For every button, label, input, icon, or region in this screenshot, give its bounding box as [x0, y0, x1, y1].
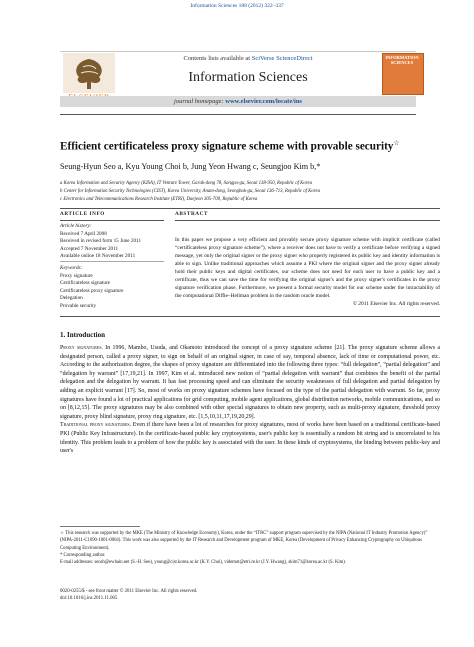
history-revised: Received in revised form 15 June 2011: [60, 238, 142, 244]
affiliation-b: b Center for Information Security Technologies (CIST), Korea University, Anam-dong, Seongbuk-gu, Seoul 136-713, Republic of Korea: [60, 189, 320, 194]
introduction-body: [60, 344, 440, 456]
email-footnote: E-mail addresses: seosh@ewhain.net (S.-H. Seo), young@cist.korea.ac.kr (K.Y. Choi), videmot@etri.re.kr (J.Y. Hwang), skim71@korea.ac.kr (S. Kim).: [60, 560, 347, 566]
affiliation-c: c Electronics and Telecommunications Research Institute (ETRI), Daejeon 305-700, Republic of Korea: [60, 197, 258, 202]
keyword: Provable security: [60, 302, 97, 309]
keyword: Delegation: [60, 295, 83, 301]
keywords-label: Keywords:: [60, 265, 83, 271]
keyword: Certificateless signature: [60, 280, 110, 286]
front-matter-ids: [60, 588, 260, 602]
article-history: [60, 223, 168, 261]
contents-line: [120, 55, 376, 62]
paragraph-1-lead: Proxy signatures.: [60, 345, 103, 351]
authors: Seung-Hyun Seo a, Kyu Young Choi b, Jung Yeon Hwang c, Seungjoo Kim b,*: [60, 162, 321, 171]
journal-title: Information Sciences: [188, 70, 308, 85]
abstract-end-rule: [60, 316, 440, 317]
funding-footnote: ☆ This research was supported by the MKE (The Ministry of Knowledge Economy), Korea, under the “ITRC” support program supervised by the NIPA (National IT Industry Promotion Agency)” (NIPA-2011-C1090-1001-0004). This work was also supported by the IT Research and Development program of MKE, Korea (Development of Privacy Enhancing Cryptography on Ubiquitous Computing Environment).: [60, 531, 428, 551]
history-online: Available online 18 November 2011: [60, 253, 136, 259]
abstract-rule: [175, 220, 440, 221]
footnotes: [60, 530, 440, 566]
doi-line[interactable]: doi:10.1016/j.ins.2011.11.005: [60, 596, 118, 602]
paragraph-1: [60, 344, 440, 421]
title-footnote-mark[interactable]: ☆: [393, 139, 400, 147]
keyword: Certificateless proxy signature: [60, 287, 124, 294]
paragraph-2-lead: Traditional proxy signatures.: [60, 422, 132, 429]
homepage-url[interactable]: www.elsevier.com/locate/ins: [225, 98, 302, 105]
footnote-rule: [60, 526, 140, 527]
paragraph-2: [60, 421, 440, 455]
affiliations: [60, 180, 440, 204]
contents-text: Contents lists available at: [183, 55, 251, 62]
homepage-label: journal homepage:: [174, 98, 224, 105]
article-info-label: ARTICLE INFO: [60, 211, 105, 217]
paragraph-1-text: In 1996, Mambo, Usuda, and Okamoto introduced the concept of a proxy signature scheme [21]. The proxy signature scheme allows a designated person, called a proxy signer, to sign on behalf of an original signer, in case of say, temporal absence, lack of time or computational power, etc. According to the authorization degree, the shapes of proxy signature are differentiated into the following three types: “full delegation”, “partial delegation” and “delegation by warrant” [17,19,21]. In 1997, Kim et al. introduced new notion of “partial delegation with warrant” that combines the benefit of the partial delegation and the delegation by warrant. It has fast processing speed and can eliminate the security weaknesses of full delegation and partial delegation by adding an explicit warrant [17]. So, most of works on proxy signature schemes have focused on the type of the partial delegation with warrant. So far, proxy signatures have found a lot of practical applications for grid computing, mobile agent applications, global distribution networks, mobile communications, and so on [8,12,15]. The proxy signatures may be also combined with other special signatures to obtain new property, such as multi-proxy signature, threshold proxy signature, proxy blind signature, proxy ring signature, etc. [1,5,10,11,17,19,20,29].: [60, 345, 440, 420]
abstract-text: In this paper we propose a very efficient and provably secure proxy signature scheme with implicit certificate (called “certificateless proxy signature scheme”), where a receiver does not have to verify a certificate before verifying a signed message, yet only the original signer or the proxy signer who properly registered its public key and identity information is able to sign. Unlike traditional approaches which assume a PKI where the original signer and the proxy signer already hold their public keys and digital certificates, our scheme does not need for each user to have a public key and a certificate, thus we can save the time for verifying the original signer's and the proxy signer's certificates in the proxy signature verification phase. Furthermore, we present a formal security model for our scheme under the intractability of the computational Diffie–Hellman problem in the random oracle model.: [175, 237, 440, 299]
article-history-label: Article history:: [60, 223, 92, 229]
copyright-line: © 2011 Elsevier Inc. All rights reserved.: [352, 301, 440, 307]
article-info-rule: [60, 220, 164, 221]
journal-citation: Information Sciences 188 (2012) 322–337: [190, 3, 284, 9]
homepage-bar: [60, 96, 416, 107]
elsevier-tree-logo: [63, 53, 115, 93]
corresponding-footnote: * Corresponding author.: [60, 552, 106, 558]
cover-title: INFORMATION SCIENCES: [385, 55, 419, 65]
abstract-label: ABSTRACT: [175, 211, 209, 217]
history-received: Received 7 April 2008: [60, 230, 107, 237]
section-title: 1. Introduction: [60, 331, 105, 339]
paper-title: [60, 139, 440, 153]
affiliation-a: a Korea Information and Security Agency (KISA), IT Venture Tower, Garak-dong 78, Songpa-gu, Seoul 138-950, Republic of Korea: [60, 181, 312, 186]
history-rule: [60, 261, 164, 262]
header-rule: [60, 114, 416, 115]
history-accepted: Accepted 7 November 2011: [60, 245, 119, 252]
sciencedirect-link[interactable]: SciVerse ScienceDirect: [251, 55, 313, 62]
header-divider: [60, 51, 416, 52]
keywords: [60, 265, 168, 310]
affiliation-rule: [60, 208, 440, 209]
issn-line: 0020-0255/$ - see front matter © 2011 Elsevier Inc. All rights reserved.: [60, 589, 198, 594]
abstract-body: [175, 236, 440, 308]
paragraph-2-text: Even if there have been a lot of researches for proxy signatures, most of works have been based on a traditional certificate-based PKI (Public Key Infrastructure). In the certificate-based public key cryptosystems, user's public key is essentially a random bit string and is uncorrelated to his identity. This problem leads to a problem of how the public key is associated with the user. In these kinds of cryptosystems, the binding between public-key and user's: [60, 422, 440, 455]
paper-title-text: Efficient certificateless proxy signature scheme with provable security: [60, 140, 394, 153]
keyword: Proxy signature: [60, 272, 93, 279]
